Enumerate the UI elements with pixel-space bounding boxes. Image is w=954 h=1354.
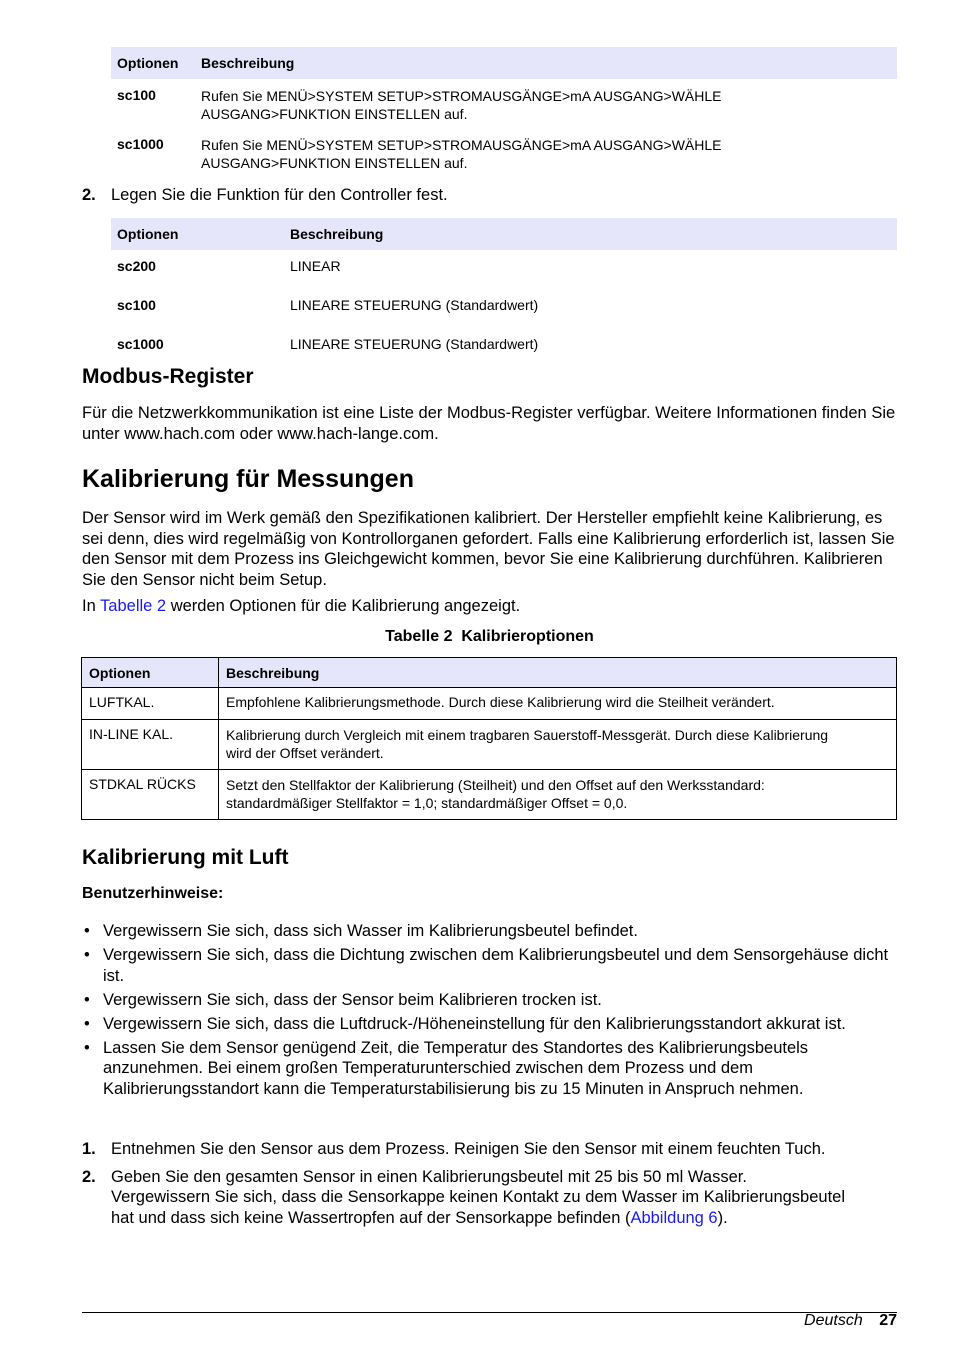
option-cell: sc200 [117,258,156,274]
column-header: Beschreibung [219,658,897,688]
procedure-steps [82,1139,852,1235]
step-text-end: ). [717,1208,728,1227]
ref-prefix: In [82,597,101,615]
description-cell: Setzt den Stellfaktor der Kalibrierung (Steilheit) und den Offset auf den Werksstandard: standardmäßiger Stellfaktor = 1,0; standardmäßiger Offset = 0,0. [219,770,897,820]
step-item [82,1167,852,1229]
step-item [82,1139,852,1160]
description-cell: LINEAR [290,258,341,274]
list-item [82,990,902,1011]
column-header: Optionen [111,218,284,250]
description-cell: LINEARE STEUERUNG (Standardwert) [290,336,539,352]
column-header: Optionen [82,658,219,688]
footer-rule [82,1312,897,1313]
list-item-text: Vergewissern Sie sich, dass die Luftdruck-/Höheneinstellung für den Kalibrierungsstandort akkurat ist. [103,1014,846,1033]
table-row [111,250,897,289]
option-cell: IN-LINE KAL. [82,720,219,770]
bullet-icon: • [84,1038,90,1057]
table-row [111,289,897,328]
table-link[interactable]: Tabelle 2 [100,597,167,615]
list-item [82,1014,902,1035]
table-row [82,720,897,770]
list-item-text: Lassen Sie dem Sensor genügend Zeit, die Temperatur des Standortes des Kalibrierungsbeutels anzunehmen. Bei einem großen Temperaturunterschied zwischen dem Prozess und dem Kalibrierungsstandort kann die Temperaturstabilisierung bis zu 15 Minuten in Anspruch nehmen. [103,1038,809,1098]
column-header: Beschreibung [284,218,897,250]
paragraph [82,596,897,617]
table-row [111,328,897,352]
step-text: Legen Sie die Funktion für den Controller fest. [111,186,448,204]
options-table-b [111,218,897,352]
notes-label: Benutzerhinweise: [82,885,224,902]
option-cell: sc1000 [117,136,164,152]
page-heading: Kalibrierung für Messungen [82,465,414,493]
option-cell: sc100 [117,297,156,313]
table-row [82,688,897,720]
figure-link[interactable]: Abbildung 6 [630,1208,718,1227]
section-heading: Kalibrierung mit Luft [82,846,289,869]
table-row [82,770,897,820]
option-cell: sc1000 [117,336,164,352]
table-row [111,79,897,129]
bullet-icon: • [84,946,90,964]
list-item-text: Vergewissern Sie sich, dass der Sensor beim Kalibrieren trocken ist. [103,990,602,1009]
bullet-icon: • [84,990,90,1009]
page-number: 27 [879,1312,897,1329]
step-text: Entnehmen Sie den Sensor aus dem Prozess. Reinigen Sie den Sensor mit einem feuchten Tuch. [111,1140,826,1158]
step-number: 1. [82,1140,96,1158]
step-number: 2. [82,186,96,204]
description-cell: LINEARE STEUERUNG (Standardwert) [290,297,539,313]
footer [804,1312,897,1330]
step-text: Geben Sie den gesamten Sensor in einen Kalibrierungsbeutel mit 25 bis 50 ml Wasser. Vergewissern Sie sich, dass die Sensorkappe keinen Kontakt zu dem Wasser im Kalibrierungsbeutel hat und dass sich keine Wassertropfen auf der Sensorkappe befinden ( [111,1167,846,1227]
description-cell: Empfohlene Kalibrierungsmethode. Durch diese Kalibrierung wird die Steilheit verändert. [219,688,897,720]
description-cell: Kalibrierung durch Vergleich mit einem tragbaren Sauerstoff-Messgerät. Durch diese Kalibrierung wird der Offset verändert. [219,720,897,770]
table-caption: Tabelle 2 Kalibrieroptionen [385,628,594,645]
description-cell: Rufen Sie MENÜ>SYSTEM SETUP>STROMAUSGÄNGE>mA AUSGANG>WÄHLE AUSGANG>FUNKTION EINSTELLEN auf. [201,88,722,122]
ref-suffix: werden Optionen für die Kalibrierung angezeigt. [166,597,521,615]
option-cell: STDKAL RÜCKS [82,770,219,820]
footer-language: Deutsch [804,1312,863,1329]
paragraph: Für die Netzwerkkommunikation ist eine Liste der Modbus-Register verfügbar. Weitere Informationen finden Sie unter www.hach.com oder www.hach-lange.com. [82,404,896,443]
list-item [82,945,902,986]
table-row [111,129,897,172]
paragraph: Der Sensor wird im Werk gemäß den Spezifikationen kalibriert. Der Hersteller empfiehlt keine Kalibrierung, es sei denn, dies wird regelmäßig von Kontrollorganen gefordert. Falls eine Kalibrierung erforderlich ist, lassen Sie den Sensor mit dem Prozess ins Gleichgewicht kommen, bevor Sie eine Kalibrierung durchführen. Kalibrieren Sie den Sensor nicht beim Setup. [82,509,895,589]
notes-list [82,921,902,1103]
column-header: Beschreibung [195,47,897,79]
option-cell: sc100 [117,87,156,103]
column-header: Optionen [111,47,195,79]
bullet-icon: • [84,1014,90,1033]
calibration-options-table [81,657,897,820]
bullet-icon: • [84,922,90,940]
option-cell: LUFTKAL. [82,688,219,720]
list-item-text: Vergewissern Sie sich, dass die Dichtung zwischen dem Kalibrierungsbeutel und dem Sensorgehäuse dicht ist. [103,946,889,985]
section-heading: Modbus-Register [82,365,254,388]
list-item [82,1038,902,1100]
description-cell: Rufen Sie MENÜ>SYSTEM SETUP>STROMAUSGÄNGE>mA AUSGANG>WÄHLE AUSGANG>FUNKTION EINSTELLEN auf. [201,137,722,171]
list-item-text: Vergewissern Sie sich, dass sich Wasser im Kalibrierungsbeutel befindet. [103,922,638,940]
step-number: 2. [82,1167,96,1186]
options-table-a [111,47,897,172]
list-item [82,921,902,942]
